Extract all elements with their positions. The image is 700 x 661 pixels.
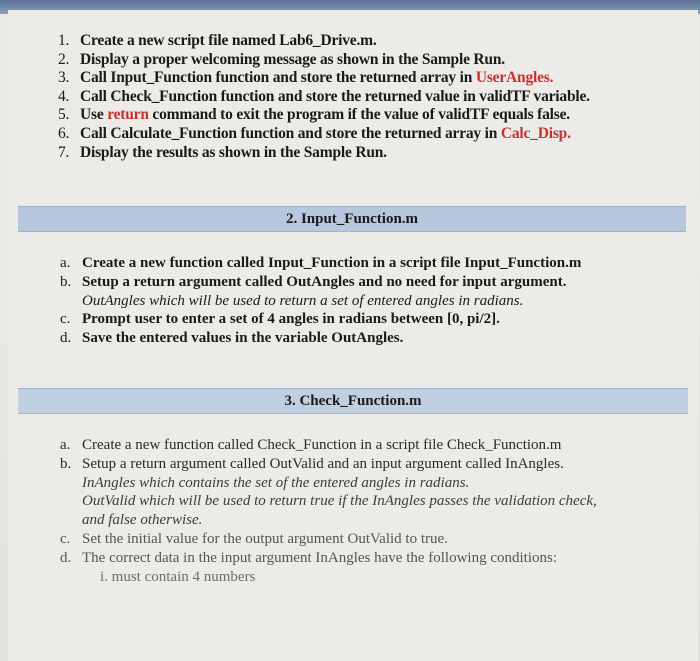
list-item: c. Set the initial value for the output argument OutValid to true. [60,530,448,547]
step-7: 7. Display the results as shown in the Sample Run. [58,143,387,161]
note-text: OutValid which will be used to return true if the InAngles passes the validation check, [82,493,597,510]
list-item: d. Save the entered values in the variable OutAngles. [60,330,404,347]
note-text: OutAngles which will be used to return a set of entered angles in radians. [82,292,524,309]
list-item: b. Setup a return argument called OutValid and an input argument called InAngles. [60,455,564,472]
note-text: and false otherwise. [82,512,203,529]
list-item: c. Prompt user to enter a set of 4 angles in radians between [0, pi/2]. [60,311,500,328]
note-text: InAngles which contains the set of the entered angles in radians. [82,474,470,491]
sub-item: i. must contain 4 numbers [100,568,256,585]
list-item: b. Setup a return argument called OutAngles and no need for input argument. [60,273,567,290]
step-1: 1. Create a new script file named Lab6_Drive.m. [58,32,377,49]
steps-list [58,32,590,162]
check-function-list [60,436,597,586]
section-header-input-function [18,206,686,232]
step-3: 3. Call Input_Function function and store the returned array in UserAngles. [58,69,554,87]
list-item: a. Create a new function called Check_Function in a script file Check_Function.m [60,437,562,453]
step-5: 5. Use return command to exit the program if the value of validTF equals false. [58,106,570,124]
section-title: 3. Check_Function.m [284,392,422,409]
step-6: 6. Call Calculate_Function function and store the returned array in Calc_Disp. [58,124,571,142]
list-item: a. Create a new function called Input_Function in a script file Input_Function.m [60,255,582,271]
step-4: 4. Call Check_Function function and store the returned value in validTF variable. [58,87,590,105]
section-header-check-function [18,388,688,414]
input-function-list [60,254,581,348]
list-item: d. The correct data in the input argument InAngles have the following conditions: [60,549,558,566]
step-2: 2. Display a proper welcoming message as shown in the Sample Run. [58,50,505,68]
section-title: 2. Input_Function.m [285,210,419,227]
